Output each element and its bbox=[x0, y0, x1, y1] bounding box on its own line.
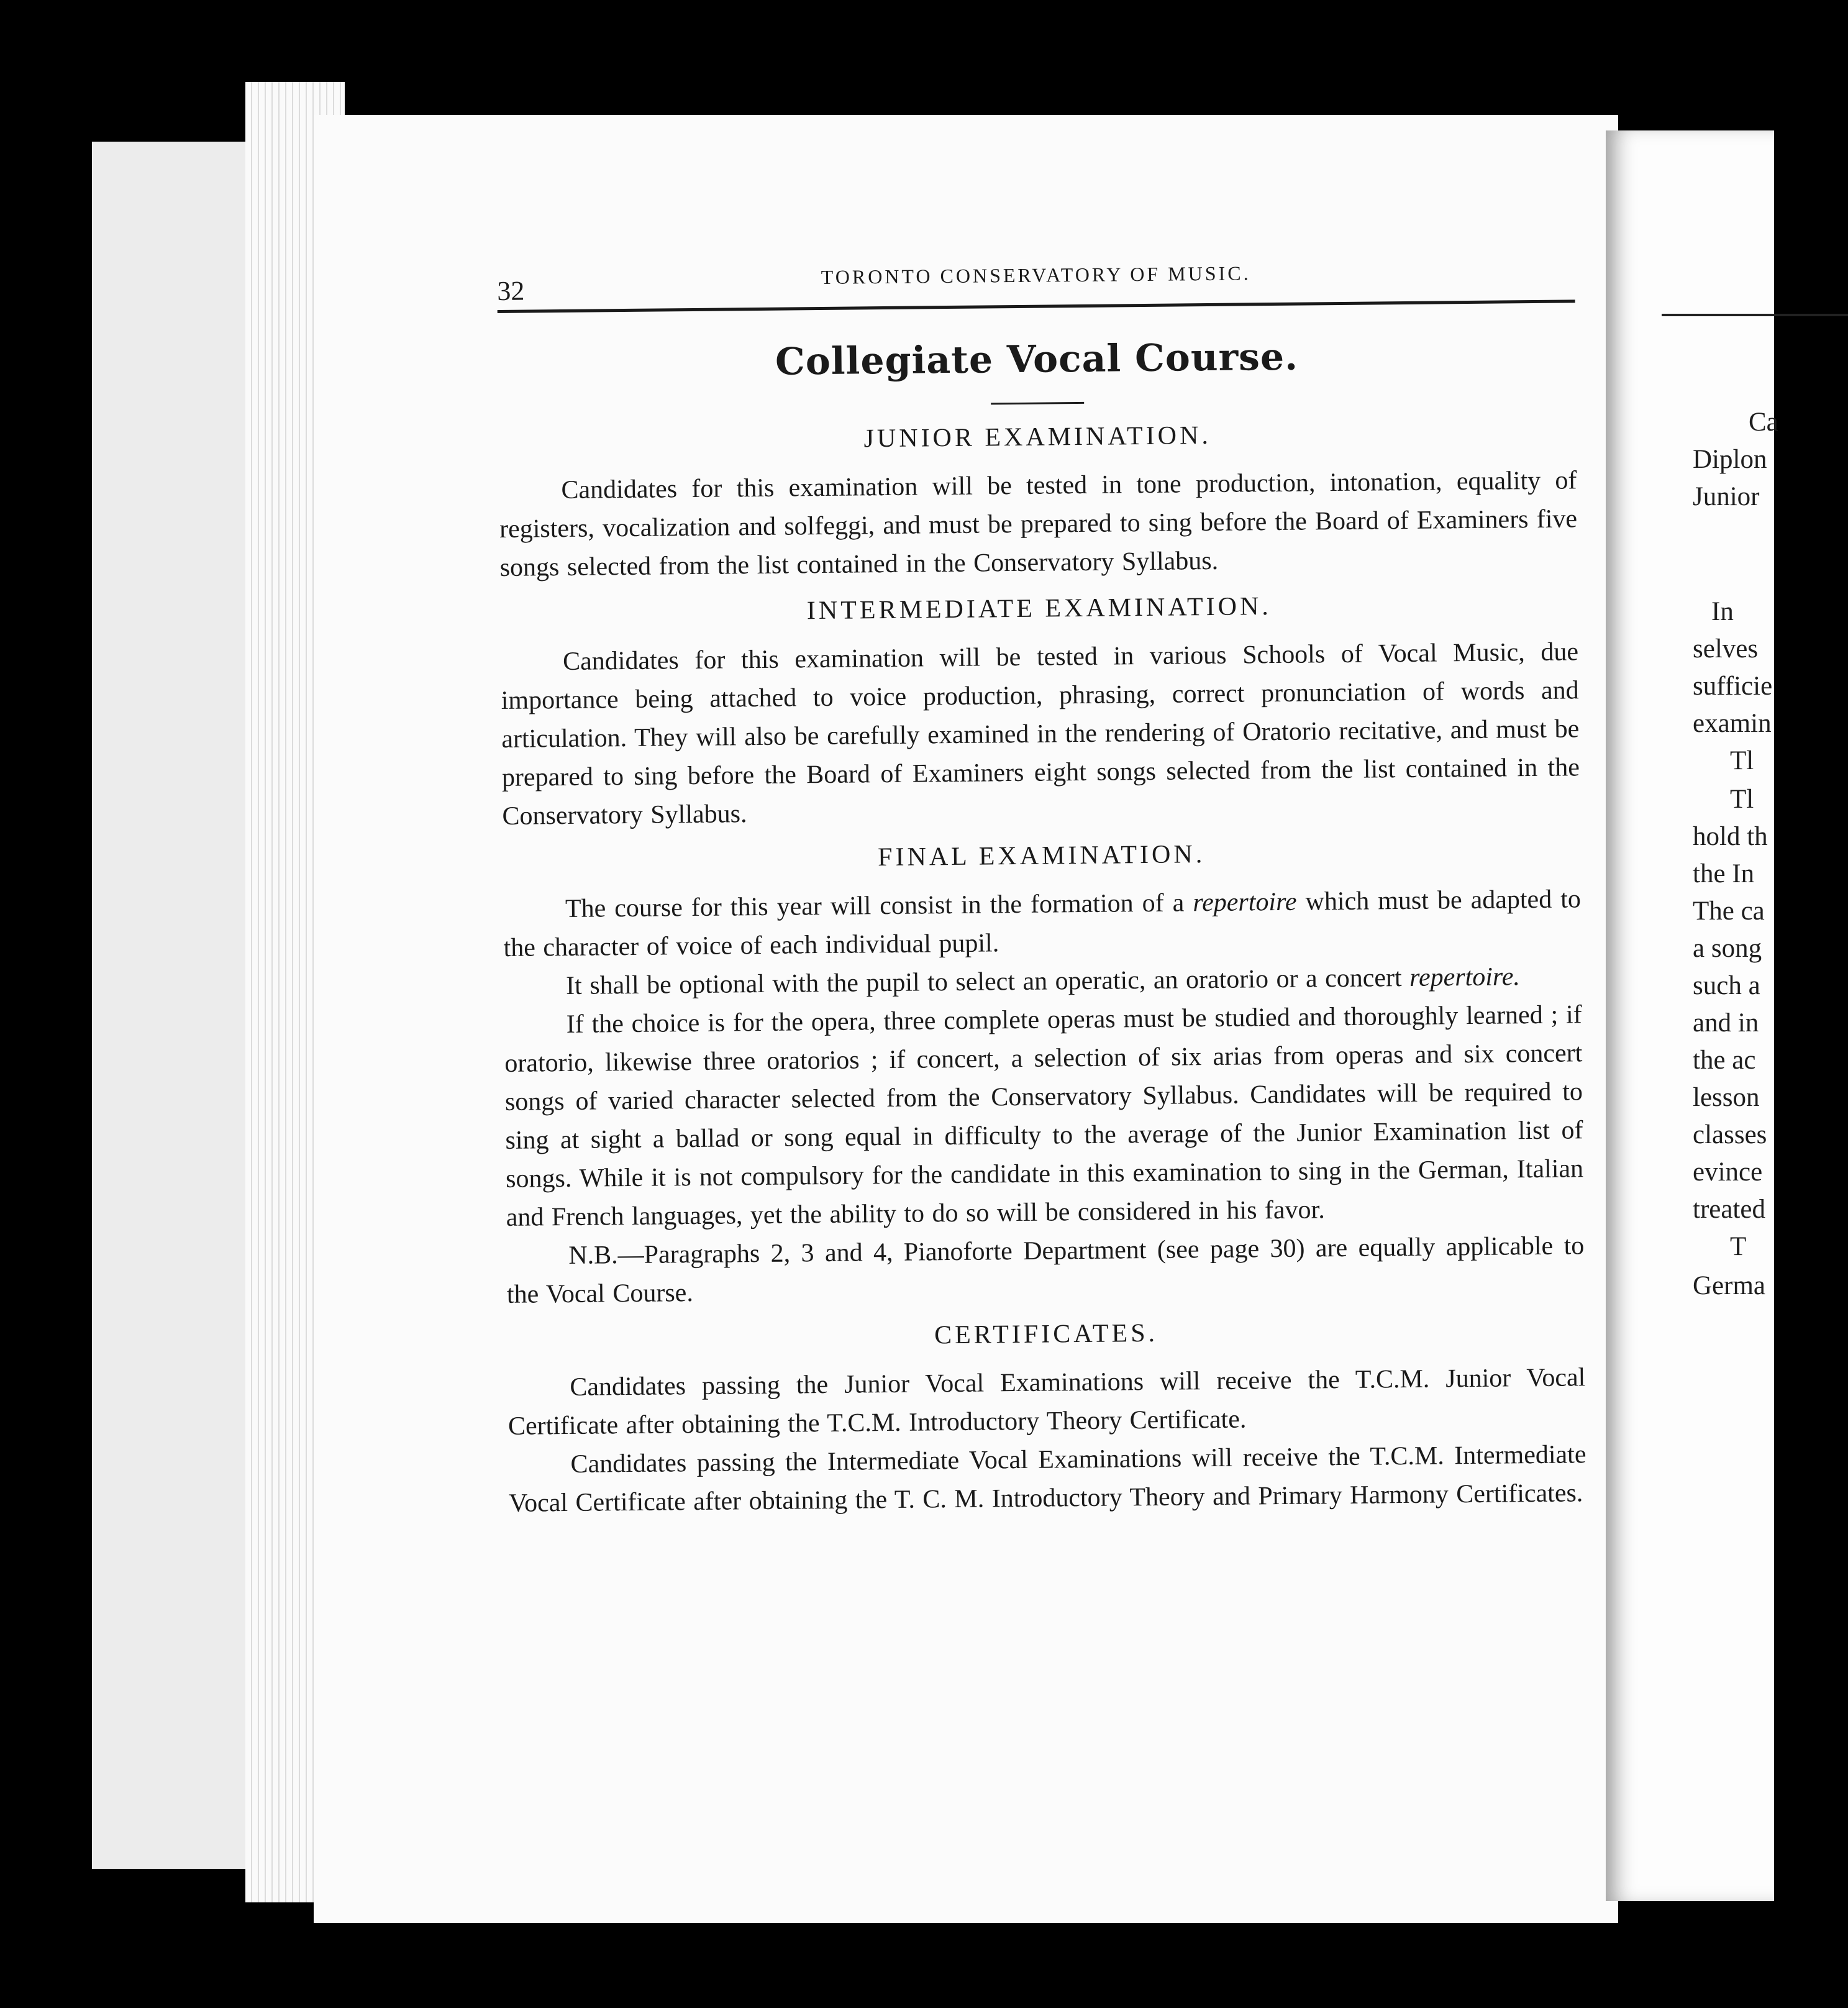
page-number: 32 bbox=[497, 275, 525, 306]
page-stack-back bbox=[92, 142, 260, 1869]
facing-fragment: hold th bbox=[1693, 822, 1768, 851]
section-junior-examination bbox=[498, 415, 1577, 587]
paragraph: Candidates passing the Junior Vocal Examinations will receive the T.C.M. Junior Vocal Certificate after obtaining the T.C.M. Introductory Theory Certificate. bbox=[508, 1363, 1586, 1441]
page-title: Collegiate Vocal Course. bbox=[775, 335, 1299, 384]
section-heading: JUNIOR EXAMINATION. bbox=[863, 421, 1212, 454]
facing-fragment: the In bbox=[1693, 859, 1755, 888]
facing-fragment: lesson bbox=[1693, 1083, 1760, 1112]
text: It shall be optional with the pupil to select an operatic, an oratorio or a concert bbox=[565, 964, 1402, 1000]
facing-fragment: and in bbox=[1693, 1008, 1759, 1038]
facing-fragment: the ac bbox=[1693, 1046, 1756, 1075]
facing-fragment: Tl bbox=[1730, 785, 1754, 814]
paragraph: If the choice is for the opera, three complete operas must be studied and thoroughly learned ; if oratorio, likewise three oratorios ; if concert, a selection of six arias from operas and six concert songs of varied character selected from the Conservatory Syllabus. Candidates will be required to sing at sight a ballad or song equal in difficulty to the average of the Junior Examination list of songs. While it is not compulsory for the candidate in this examination to sing in the German, Italian and French languages, yet the ability to do so will be considered in his favor. bbox=[504, 1000, 1584, 1232]
title-rule bbox=[991, 402, 1084, 404]
text: The course for this year will consist in the formation of a bbox=[565, 888, 1185, 923]
paragraph: Candidates for this examination will be tested in various Schools of Vocal Music, due importance being attached to voice production, phrasing, correct pronunciation of words and articulation. They will also be carefully examined in the rendering of Oratorio recitative, and must be prepared to sing before the Board of Examiners eight songs selected from the list contained in the Conservatory Syllabus. bbox=[501, 637, 1580, 831]
paragraph bbox=[503, 880, 1582, 967]
facing-fragment: The ca bbox=[1693, 897, 1765, 926]
facing-fragment: selves bbox=[1693, 634, 1759, 664]
running-head: TORONTO CONSERVATORY OF MUSIC. bbox=[821, 262, 1251, 288]
facing-page-rule bbox=[1662, 314, 1848, 316]
section-final-examination bbox=[503, 834, 1585, 1314]
section-heading: INTERMEDIATE EXAMINATION. bbox=[806, 592, 1272, 626]
facing-fragment: In bbox=[1711, 597, 1734, 626]
section-certificates bbox=[507, 1312, 1586, 1523]
facing-fragment: Tl bbox=[1730, 746, 1754, 775]
text: which must be adapted to the character of voice of each individual pupil. bbox=[503, 885, 1582, 962]
paragraph: Candidates passing the Intermediate Vocal Examinations will receive the T.C.M. Intermediate Vocal Certificate after obtaining the T. C. M. Introductory Theory and Primary Harmony Certificates. bbox=[508, 1440, 1586, 1518]
section-heading: CERTIFICATES. bbox=[934, 1318, 1158, 1350]
facing-fragment: evince bbox=[1693, 1157, 1763, 1187]
facing-fragment: Germa bbox=[1693, 1271, 1765, 1300]
facing-fragment: examin bbox=[1693, 709, 1772, 738]
paragraph: Candidates for this examination will be tested in tone production, intonation, equality of registers, vocalization and solfeggi, and must be prepared to sing before the Board of Examiners five songs selected from the list contained in the Conservatory Syllabus. bbox=[499, 466, 1578, 582]
left-page bbox=[314, 115, 1618, 1923]
facing-fragment: treated bbox=[1693, 1195, 1765, 1224]
italic-term: repertoire bbox=[1193, 887, 1297, 918]
facing-fragment: classes bbox=[1693, 1120, 1767, 1149]
facing-fragment: sufficie bbox=[1693, 672, 1773, 701]
facing-fragment: Diplon bbox=[1693, 445, 1767, 474]
facing-fragment: T bbox=[1730, 1232, 1747, 1261]
section-intermediate-examination bbox=[500, 586, 1580, 836]
section-heading: FINAL EXAMINATION. bbox=[877, 840, 1206, 872]
page-body bbox=[497, 253, 1586, 1523]
paragraph: N.B.—Paragraphs 2, 3 and 4, Pianoforte Department (see page 30) are equally applicable to the Vocal Course. bbox=[506, 1231, 1585, 1309]
page-header bbox=[497, 253, 1575, 308]
facing-fragment: Ca bbox=[1749, 408, 1778, 437]
facing-fragment: a song bbox=[1693, 934, 1762, 963]
facing-fragment: such a bbox=[1693, 971, 1760, 1000]
italic-term: repertoire. bbox=[1409, 962, 1521, 992]
facing-fragment: Junior bbox=[1693, 482, 1760, 511]
facing-page-edge bbox=[1606, 130, 1778, 1901]
